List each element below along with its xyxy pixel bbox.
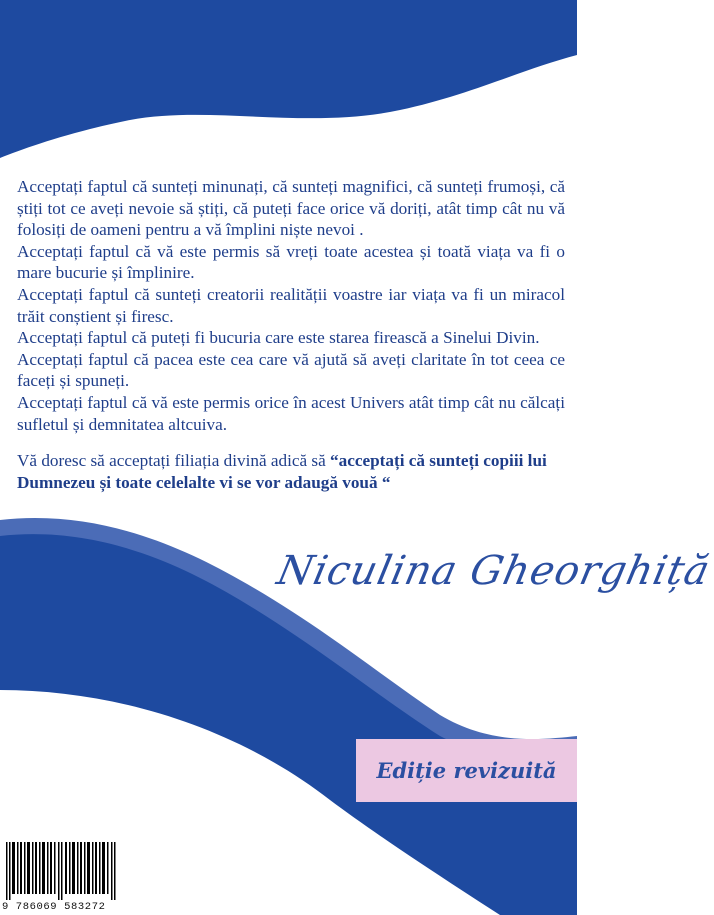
isbn-barcode bbox=[0, 836, 123, 915]
closing-quote: “acceptați că sunteți copiii lui Dumnezeu și toate celelalte vi se vor adaugă vouă “ bbox=[17, 451, 547, 492]
author-signature: Niculina Gheorghiță bbox=[273, 548, 714, 594]
edition-badge bbox=[356, 739, 577, 802]
edition-badge-label: Ediție revizuită bbox=[376, 758, 557, 783]
paragraph: Acceptați faptul că sunteți minunați, că sunteți magnifici, că sunteți frumoși, că știți tot ce aveți nevoie să știți, că puteți face orice vă doriți, atât timp cât nu vă folosiți de oameni pentru a vă împlini niște nevoi . bbox=[17, 177, 565, 240]
closing-paragraph bbox=[17, 450, 565, 493]
paragraph: Acceptați faptul că puteți fi bucuria care este starea firească a Sinelui Divin. bbox=[17, 328, 540, 348]
closing-intro: Vă doresc să acceptați filiația divină adică să bbox=[17, 451, 331, 471]
isbn-number: 9 786069 583272 bbox=[2, 901, 106, 913]
spacer bbox=[17, 435, 565, 450]
paragraph: Acceptați faptul că vă este permis să vreți toate acestea și toată viața va fi o mare bucurie și împlinire. bbox=[17, 241, 565, 283]
barcode-bars bbox=[6, 842, 118, 900]
paragraph: Acceptați faptul că pacea este cea care vă ajută să aveți claritate în tot ceea ce faceți și spuneți. bbox=[17, 349, 565, 391]
paragraph: Acceptați faptul că sunteți creatorii realității voastre iar viața va fi un miracol trăit conștient și firesc. bbox=[17, 284, 565, 326]
paragraph: Acceptați faptul că vă este permis orice în acest Univers atât timp cât nu călcați sufletul și demnitatea altcuiva. bbox=[17, 392, 565, 434]
top-wave-decoration bbox=[0, 0, 577, 160]
body-text bbox=[17, 176, 565, 493]
